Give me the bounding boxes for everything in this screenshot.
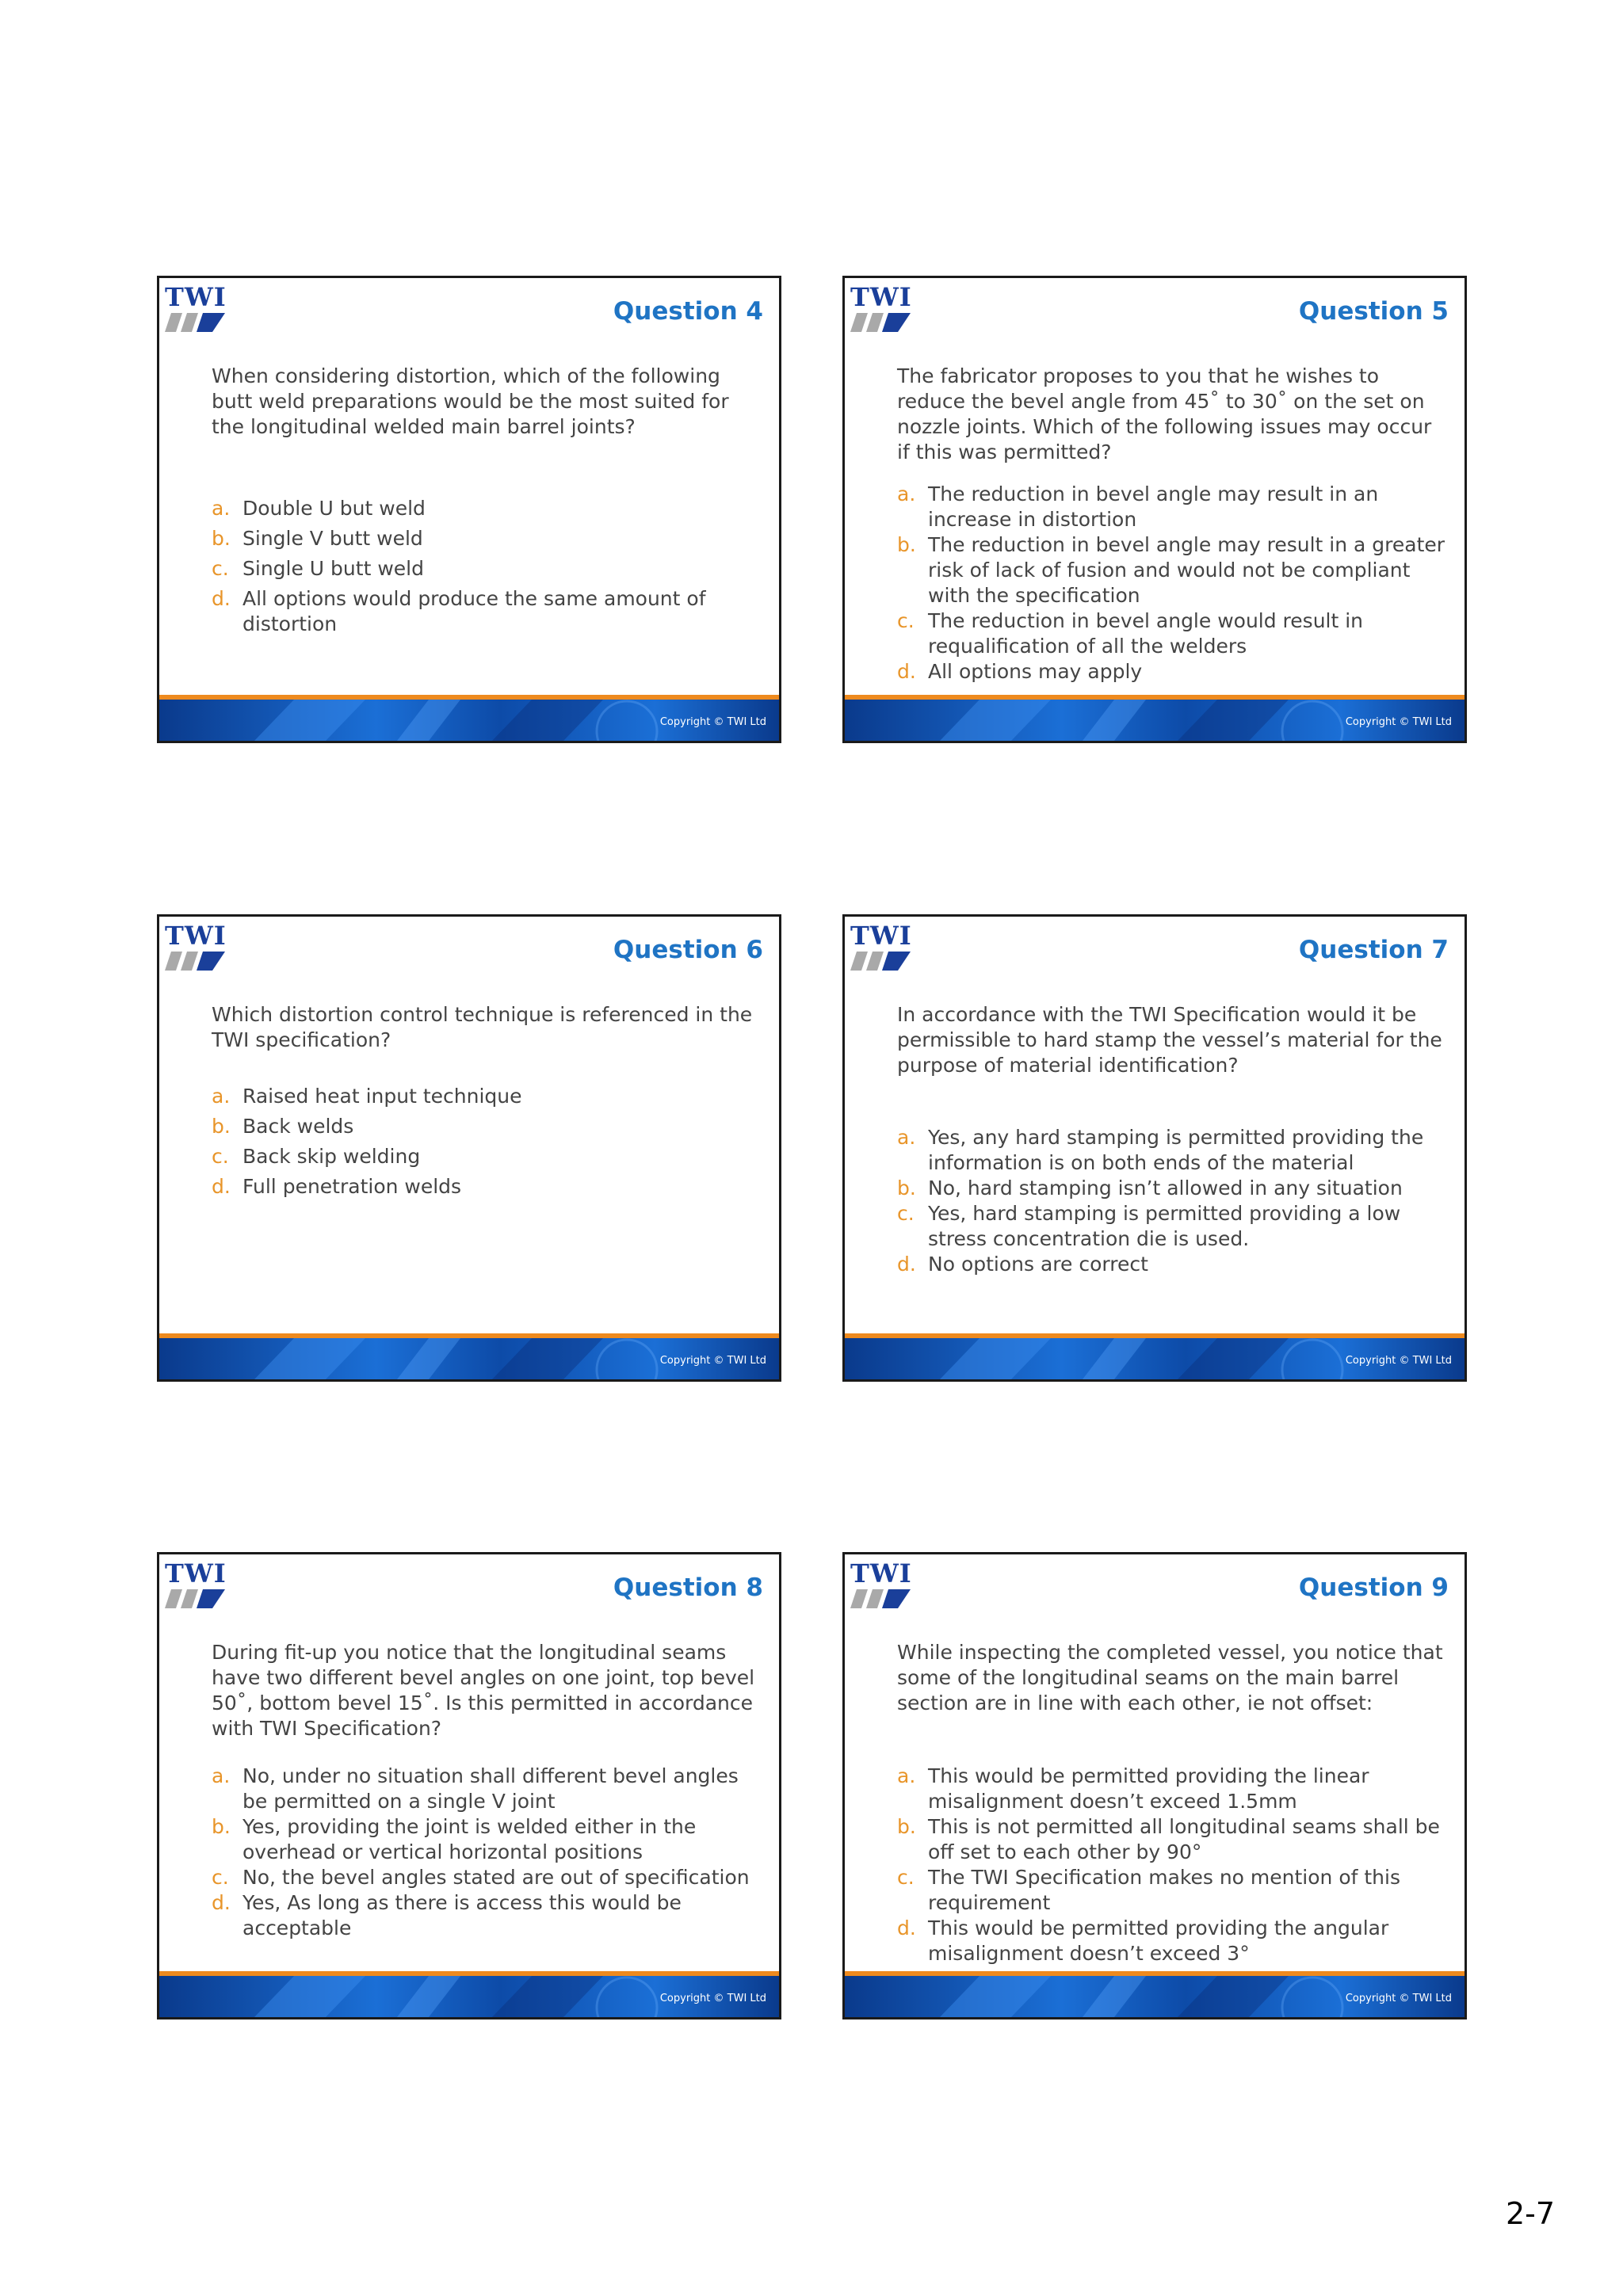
footer-banner [845,1338,1465,1379]
question-text: In accordance with the TWI Specification would it be permissible to hard stamp the vessel’s material for the purpose of material identification? [897,1003,1442,1077]
option-item [212,526,763,551]
question-title: Question 8 [613,1573,763,1602]
question-title: Question 5 [1298,297,1449,326]
copyright-text: Copyright © TWI Ltd [659,1355,766,1367]
option-item [897,1764,1449,1814]
question-text: The fabricator proposes to you that he wishes to reduce the bevel angle from 45˚ to 30˚ on the set on nozzle joints. Which of the following issues may occur if this was permitted? [897,364,1432,463]
options-list [212,1084,763,1204]
option-letter: d. [897,1917,916,1939]
logo-text: TWI [165,1558,227,1589]
slide-question-4 [157,276,781,743]
footer-banner [159,700,779,741]
logo-stripes-icon [850,313,911,332]
slide-question-8 [157,1552,781,2019]
option-item [897,1201,1449,1252]
option-text: This is not permitted all longitudinal seams shall be off set to each other by 90° [928,1815,1440,1863]
option-letter: b. [212,1815,231,1838]
footer-banner [845,700,1465,741]
options-list [212,1764,763,1941]
option-item [212,1890,763,1941]
option-text: All options may apply [928,660,1143,683]
option-letter: d. [212,1175,231,1198]
option-item [897,1916,1449,1966]
twi-logo [165,1558,227,1610]
option-text: Single U butt weld [242,557,424,580]
option-letter: b. [897,1815,916,1838]
option-letter: d. [897,660,916,683]
option-item [212,586,763,637]
option-text: No, hard stamping isn’t allowed in any situation [928,1177,1403,1199]
footer-banner [159,1976,779,2017]
slide-question-7 [842,914,1467,1382]
question-title: Question 4 [613,297,763,326]
question-text: Which distortion control technique is referenced in the TWI specification? [212,1003,753,1051]
option-text: Full penetration welds [242,1175,462,1198]
logo-stripes-icon [165,952,225,971]
footer-banner [845,1976,1465,2017]
copyright-text: Copyright © TWI Ltd [1345,1355,1452,1367]
question-title: Question 6 [613,936,763,964]
option-item [212,1814,763,1865]
option-item [897,482,1449,532]
logo-text: TWI [165,921,227,951]
option-text: The reduction in bevel angle would result in requalification of all the welders [928,609,1364,658]
option-item [212,1084,763,1109]
option-text: No options are correct [928,1253,1148,1276]
option-letter: b. [212,527,231,550]
question-title: Question 9 [1298,1573,1449,1602]
option-text: The TWI Specification makes no mention of this requirement [928,1866,1400,1914]
option-letter: a. [212,1085,231,1108]
option-letter: d. [212,587,231,610]
option-letter: c. [212,1866,229,1889]
slide-question-6 [157,914,781,1382]
option-item [897,1814,1449,1865]
option-letter: a. [212,497,231,520]
option-item [212,556,763,582]
twi-logo [850,923,912,972]
option-item [212,496,763,521]
copyright-text: Copyright © TWI Ltd [1345,716,1452,728]
option-item [212,1174,763,1199]
option-text: No, under no situation shall different bevel angles be permitted on a single V joint [242,1764,739,1813]
option-text: Yes, any hard stamping is permitted providing the information is on both ends of the material [928,1126,1424,1174]
options-list [897,1125,1449,1277]
option-item [897,608,1449,659]
option-text: This would be permitted providing the linear misalignment doesn’t exceed 1.5mm [928,1764,1369,1813]
question-text: When considering distortion, which of the following butt weld preparations would be the most suited for the longitudinal welded main barrel joints? [212,364,729,438]
logo-text: TWI [165,282,227,312]
option-text: No, the bevel angles stated are out of specification [242,1866,750,1889]
logo-text: TWI [850,282,912,312]
question-text: During fit-up you notice that the longitudinal seams have two different bevel angles on one joint, top bevel 50˚, bottom bevel 15˚. Is this permitted in accordance with TWI Specification? [212,1641,755,1740]
footer-banner [159,1338,779,1379]
option-letter: d. [897,1253,916,1276]
logo-stripes-icon [165,1589,225,1608]
option-item [897,1865,1449,1916]
option-item [897,532,1449,608]
option-text: Raised heat input technique [242,1085,522,1108]
option-item [212,1764,763,1814]
option-letter: a. [897,482,916,505]
options-list [897,482,1449,685]
option-letter: a. [212,1764,231,1787]
option-letter: c. [897,1866,915,1889]
option-text: Yes, providing the joint is welded either in the overhead or vertical horizontal positions [242,1815,697,1863]
option-item [212,1114,763,1139]
option-text: Back welds [242,1115,354,1138]
option-letter: b. [212,1115,231,1138]
option-letter: c. [897,609,915,632]
copyright-text: Copyright © TWI Ltd [1345,1993,1452,2004]
logo-stripes-icon [850,952,911,971]
option-item [212,1865,763,1890]
option-text: Back skip welding [242,1145,421,1168]
option-text: The reduction in bevel angle may result in an increase in distortion [928,482,1379,531]
logo-text: TWI [850,1558,912,1589]
question-text: While inspecting the completed vessel, you notice that some of the longitudinal seams on the main barrel section are in line with each other, ie not offset: [897,1641,1443,1714]
page-number: 2-7 [1506,2196,1556,2231]
twi-logo [165,284,227,334]
copyright-text: Copyright © TWI Ltd [659,716,766,728]
option-text: The reduction in bevel angle may result in a greater risk of lack of fusion and would not be compliant with the specification [928,533,1445,607]
logo-stripes-icon [165,313,225,332]
option-text: This would be permitted providing the angular misalignment doesn’t exceed 3° [928,1917,1389,1965]
slide-question-9 [842,1552,1467,2019]
option-text: Double U but weld [242,497,426,520]
copyright-text: Copyright © TWI Ltd [659,1993,766,2004]
twi-logo [850,1558,912,1610]
option-text: Yes, As long as there is access this would be acceptable [242,1891,682,1939]
option-item [897,659,1449,685]
option-item [897,1176,1449,1201]
option-text: Single V butt weld [242,527,423,550]
question-title: Question 7 [1298,936,1449,964]
option-letter: d. [212,1891,231,1914]
slide-question-5 [842,276,1467,743]
option-letter: c. [897,1202,915,1225]
twi-logo [850,284,912,334]
option-item [212,1144,763,1169]
option-text: All options would produce the same amount of distortion [242,587,706,635]
logo-text: TWI [850,921,912,951]
option-text: Yes, hard stamping is permitted providing a low stress concentration die is used. [928,1202,1401,1250]
option-letter: c. [212,1145,229,1168]
option-letter: b. [897,533,916,556]
options-list [212,496,763,642]
option-letter: a. [897,1764,916,1787]
option-letter: c. [212,557,229,580]
twi-logo [165,923,227,972]
option-item [897,1125,1449,1176]
option-letter: b. [897,1177,916,1199]
option-letter: a. [897,1126,916,1149]
option-item [897,1252,1449,1277]
logo-stripes-icon [850,1589,911,1608]
options-list [897,1764,1449,1966]
